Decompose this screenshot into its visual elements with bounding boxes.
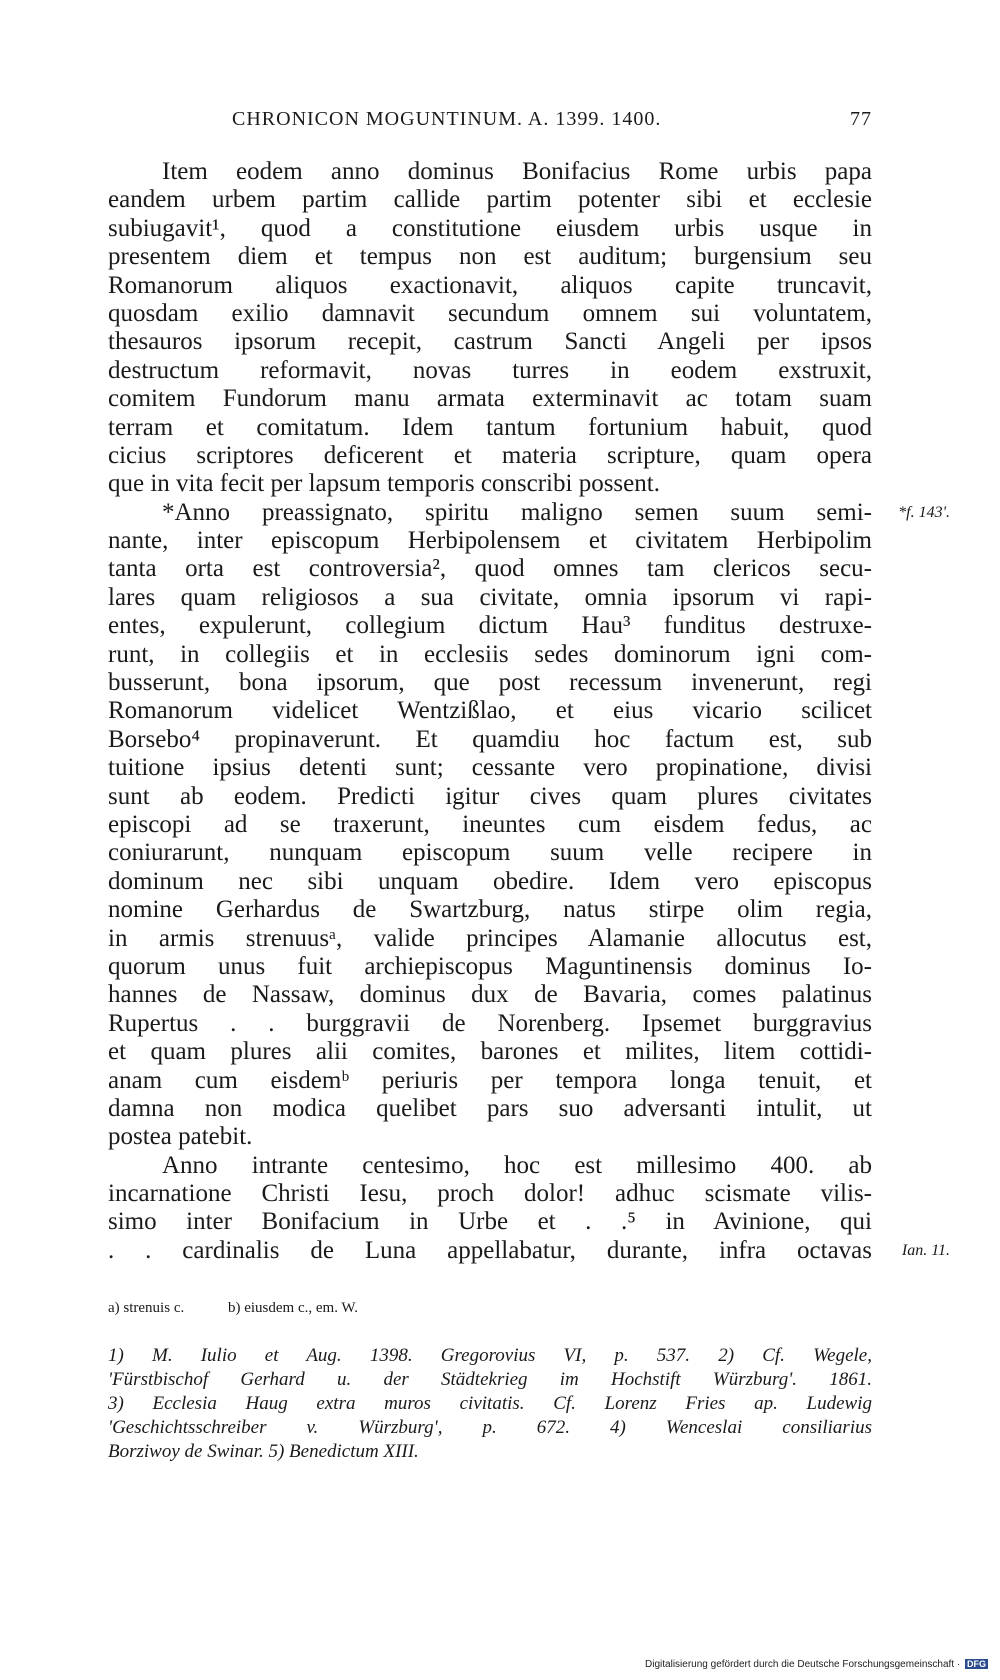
text-line bbox=[108, 414, 872, 442]
footnotes bbox=[108, 1344, 872, 1464]
text-line bbox=[108, 1038, 872, 1066]
text-line-content: Item eodem anno dominus Bonifacius Rome urbis papa bbox=[162, 158, 872, 185]
text-line bbox=[108, 1208, 872, 1236]
body-text bbox=[108, 158, 950, 1265]
text-line-content: tuitione ipsius detenti sunt; cessante vero propinatione, divisi bbox=[108, 754, 872, 782]
text-line-content: in armis strenuusᵃ, valide principes Alamanie allocutus est, bbox=[108, 924, 872, 952]
text-line-content: Anno intrante centesimo, hoc est millesimo 400. ab bbox=[162, 1151, 872, 1179]
text-line-content: nante, inter episcopum Herbipolensem et civitatem Herbipolim bbox=[108, 527, 872, 555]
footnote-line bbox=[108, 1344, 872, 1368]
text-line-content: nomine Gerhardus de Swartzburg, natus stirpe olim regia, bbox=[108, 896, 872, 924]
text-line bbox=[108, 839, 872, 867]
text-line bbox=[108, 158, 872, 186]
margin-note-folio: *f. 143'. bbox=[898, 503, 950, 521]
text-line-content: busserunt, bona ipsorum, que post recessum invenerunt, regi bbox=[108, 669, 872, 697]
dfg-logo: DFG bbox=[967, 1659, 986, 1670]
text-line-content: Rupertus . . burggravii de Norenberg. Ipsemet burggravius bbox=[108, 1009, 872, 1037]
text-line bbox=[108, 641, 872, 669]
text-line bbox=[108, 215, 872, 243]
text-line-content: runt, in collegiis et in ecclesiis sedes dominorum igni com- bbox=[108, 640, 872, 668]
text-line-content: presentem diem et tempus non est auditum; burgensium seu bbox=[108, 243, 872, 271]
text-line bbox=[108, 612, 872, 640]
text-line-content: anam cum eisdemᵇ periuris per tempora longa tenuit, et bbox=[108, 1066, 872, 1094]
text-line-content: eandem urbem partim callide partim potenter sibi et ecclesie bbox=[108, 186, 872, 214]
text-line bbox=[108, 243, 872, 271]
text-line bbox=[108, 186, 872, 214]
text-line bbox=[108, 669, 872, 697]
text-line-content: subiugavit¹, quod a constitutione eiusdem urbis usque in bbox=[108, 214, 872, 242]
footnote-line bbox=[108, 1416, 872, 1440]
text-line bbox=[108, 868, 872, 896]
text-line-content: sunt ab eodem. Predicti igitur cives quam plures civitates bbox=[108, 782, 872, 810]
text-line bbox=[108, 896, 872, 924]
text-line bbox=[108, 754, 872, 782]
text-line-content: *Anno preassignato, spiritu maligno semen suum semi- bbox=[162, 498, 872, 526]
footnote-line-content: Borziwoy de Swinar. 5) Benedictum XIII. bbox=[108, 1441, 419, 1462]
text-line-content: episcopi ad se traxerunt, ineuntes cum eisdem fedus, ac bbox=[108, 810, 872, 838]
text-line-content: terram et comitatum. Idem tantum fortunium habuit, quod bbox=[108, 413, 872, 441]
text-line-content: quosdam exilio damnavit secundum omnem sui voluntatem, bbox=[108, 299, 872, 327]
text-line bbox=[108, 697, 872, 725]
text-line bbox=[108, 783, 872, 811]
running-head-title: CHRONICON MOGUNTINUM. A. 1399. 1400. bbox=[232, 108, 662, 130]
text-line bbox=[108, 555, 872, 583]
margin-note-date: Ian. 11. bbox=[901, 1241, 950, 1259]
variant-note: a) strenuis c. bbox=[108, 1300, 185, 1316]
text-line bbox=[108, 272, 872, 300]
text-line-content: damna non modica quelibet pars suo adversanti intulit, ut bbox=[108, 1094, 872, 1122]
text-line bbox=[108, 1123, 872, 1151]
text-line bbox=[108, 925, 872, 953]
variant-note: b) eiusdem c., em. W. bbox=[227, 1300, 358, 1316]
text-line-content: coniurarunt, nunquam episcopum suum velle recipere in bbox=[108, 839, 872, 867]
text-line bbox=[108, 357, 872, 385]
footnote-line bbox=[108, 1392, 872, 1416]
text-line bbox=[108, 1180, 872, 1208]
text-line-content: dominum nec sibi unquam obedire. Idem vero episcopus bbox=[108, 867, 872, 895]
footnote-line-content: 'Fürstbischof Gerhard u. der Städtekrieg im Hochstift Würzburg'. 1861. bbox=[108, 1369, 872, 1390]
text-line bbox=[108, 1236, 950, 1265]
text-line-content: tanta orta est controversia², quod omnes tam clericos secu- bbox=[108, 555, 872, 583]
text-line-content: Romanorum videlicet Wentzißlao, et eius vicario scilicet bbox=[108, 697, 872, 725]
text-line bbox=[108, 385, 872, 413]
text-line-content: hannes de Nassaw, dominus dux de Bavaria, comes palatinus bbox=[108, 981, 872, 1009]
text-line-content: Borsebo⁴ propinaverunt. Et quamdiu hoc factum est, sub bbox=[108, 725, 872, 753]
text-line-content: entes, expulerunt, collegium dictum Hau³ funditus destruxe- bbox=[108, 612, 872, 640]
text-line bbox=[108, 584, 872, 612]
text-line bbox=[108, 981, 872, 1009]
text-line bbox=[108, 1152, 872, 1180]
text-line bbox=[108, 470, 872, 498]
footnote-line bbox=[108, 1368, 872, 1392]
text-line-content: simo inter Bonifacium in Urbe et . .⁵ in Avinione, qui bbox=[108, 1208, 872, 1236]
text-line-content: que in vita fecit per lapsum temporis conscribi possent. bbox=[108, 470, 660, 498]
text-line bbox=[108, 498, 950, 527]
text-line-content: incarnatione Christi Iesu, proch dolor! adhuc scismate vilis- bbox=[108, 1180, 872, 1208]
text-line-content: et quam plures alii comites, barones et milites, litem cottidi- bbox=[108, 1038, 872, 1066]
footnote-line-content: 'Geschichtsschreiber v. Würzburg', p. 672. 4) Wenceslai consiliarius bbox=[108, 1417, 872, 1438]
text-line-content: thesauros ipsorum recepit, castrum Sancti Angeli per ipsos bbox=[108, 328, 872, 356]
text-line bbox=[108, 1067, 872, 1095]
text-line bbox=[108, 953, 872, 981]
text-line bbox=[108, 328, 872, 356]
text-line-content: postea patebit. bbox=[108, 1123, 253, 1151]
text-line-content: comitem Fundorum manu armata exterminavit ac totam suam bbox=[108, 385, 872, 413]
text-line bbox=[108, 442, 872, 470]
text-line-content: . . cardinalis de Luna appellabatur, durante, infra octavas bbox=[108, 1236, 872, 1264]
text-line-content: lares quam religiosos a sua civitate, omnia ipsorum vi rapi- bbox=[108, 583, 872, 611]
text-line bbox=[108, 527, 872, 555]
text-line-content: destructum reformavit, novas turres in eodem exstruxit, bbox=[108, 356, 872, 384]
text-line bbox=[108, 1095, 872, 1123]
digitization-credit bbox=[645, 1659, 988, 1670]
variant-notes bbox=[108, 1300, 398, 1317]
credit-text: Digitalisierung gefördert durch die Deutsche Forschungsgemeinschaft · bbox=[645, 1659, 961, 1670]
footnote-line-content: 1) M. Iulio et Aug. 1398. Gregorovius VI, p. 537. 2) Cf. Wegele, bbox=[108, 1345, 872, 1366]
footnote-line-content: 3) Ecclesia Haug extra muros civitatis. Cf. Lorenz Fries ap. Ludewig bbox=[108, 1393, 872, 1414]
text-line bbox=[108, 811, 872, 839]
page-number: 77 bbox=[850, 108, 872, 130]
text-line-content: cicius scriptores deficerent et materia scripture, quam opera bbox=[108, 441, 872, 469]
text-line-content: Romanorum aliquos exactionavit, aliquos capite truncavit, bbox=[108, 271, 872, 299]
footnote-line bbox=[108, 1440, 872, 1464]
text-line bbox=[108, 1010, 872, 1038]
text-line bbox=[108, 726, 872, 754]
text-line-content: quorum unus fuit archiepiscopus Maguntinensis dominus Io- bbox=[108, 952, 872, 980]
text-line bbox=[108, 300, 872, 328]
